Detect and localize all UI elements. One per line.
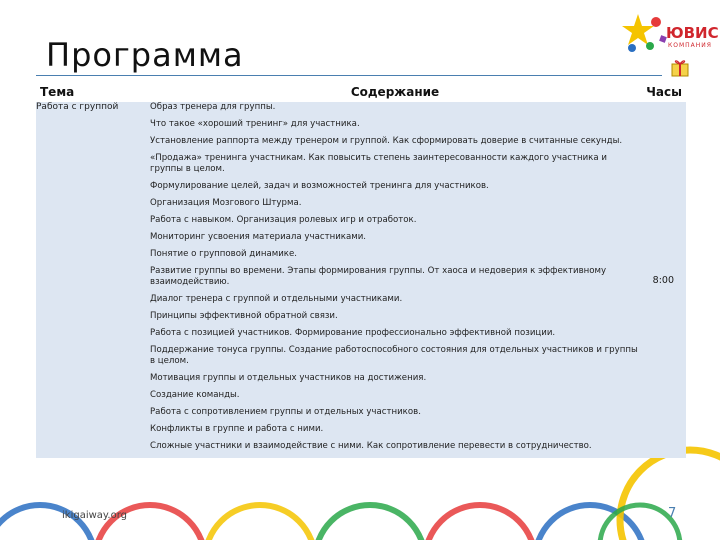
header-hours: Часы (640, 82, 686, 102)
gift-icon (668, 56, 692, 80)
header-topic: Тема (36, 82, 150, 102)
content-cell (150, 102, 640, 458)
list-item: Что такое «хороший тренинг» для участника. (150, 119, 360, 129)
list-item: Сложные участники и взаимодействие с ними. Как сопротивление перевести в сотрудничество. (150, 441, 592, 451)
list-item: Работа с позицией участников. Формирование профессионально эффективной позиции. (150, 328, 556, 338)
logo-subtitle: КОМПАНИЯ (668, 42, 712, 49)
header-content: Содержание (150, 82, 640, 102)
list-item: Установление раппорта между тренером и группой. Как сформировать доверие в считанные секунды. (150, 136, 623, 146)
list-item: Понятие о групповой динамике. (150, 249, 297, 259)
site-url: ikigaiway.org (62, 510, 127, 521)
list-item: Образ тренера для группы. (150, 102, 276, 112)
program-table (36, 82, 686, 458)
list-item: Мониторинг усвоения материала участниками. (150, 232, 367, 242)
title-divider (36, 75, 662, 76)
list-item: Организация Мозгового Штурма. (150, 198, 302, 208)
list-item: Формулирование целей, задач и возможностей тренинга для участников. (150, 181, 489, 191)
topic-cell: Работа с группой (36, 102, 150, 458)
list-item: Создание команды. (150, 390, 240, 400)
page-title: Программа (46, 36, 244, 74)
list-item: Конфликты в группе и работа с ними. (150, 424, 324, 434)
logo-text: ЮВИС (666, 24, 719, 42)
list-item: Диалог тренера с группой и отдельными участниками. (150, 294, 403, 304)
table-row (36, 102, 686, 458)
list-item: «Продажа» тренинга участникам. Как повысить степень заинтересованности каждого участника и группы в целом. (150, 153, 607, 174)
list-item: Работа с навыком. Организация ролевых игр и отработок. (150, 215, 417, 225)
list-item: Принципы эффективной обратной связи. (150, 311, 338, 321)
list-item: Развитие группы во времени. Этапы формирования группы. От хаоса и недоверия к эффективному взаимодействию. (150, 266, 607, 287)
list-item: Работа с сопротивлением группы и отдельных участников. (150, 407, 421, 417)
list-item: Мотивация группы и отдельных участников на достижения. (150, 373, 427, 383)
content-list (150, 102, 640, 452)
list-item: Поддержание тонуса группы. Создание работоспособного состояния для отдельных участников и группы в целом. (150, 345, 638, 366)
page-number: 7 (668, 506, 677, 521)
hours-cell: 8:00 (640, 102, 686, 458)
